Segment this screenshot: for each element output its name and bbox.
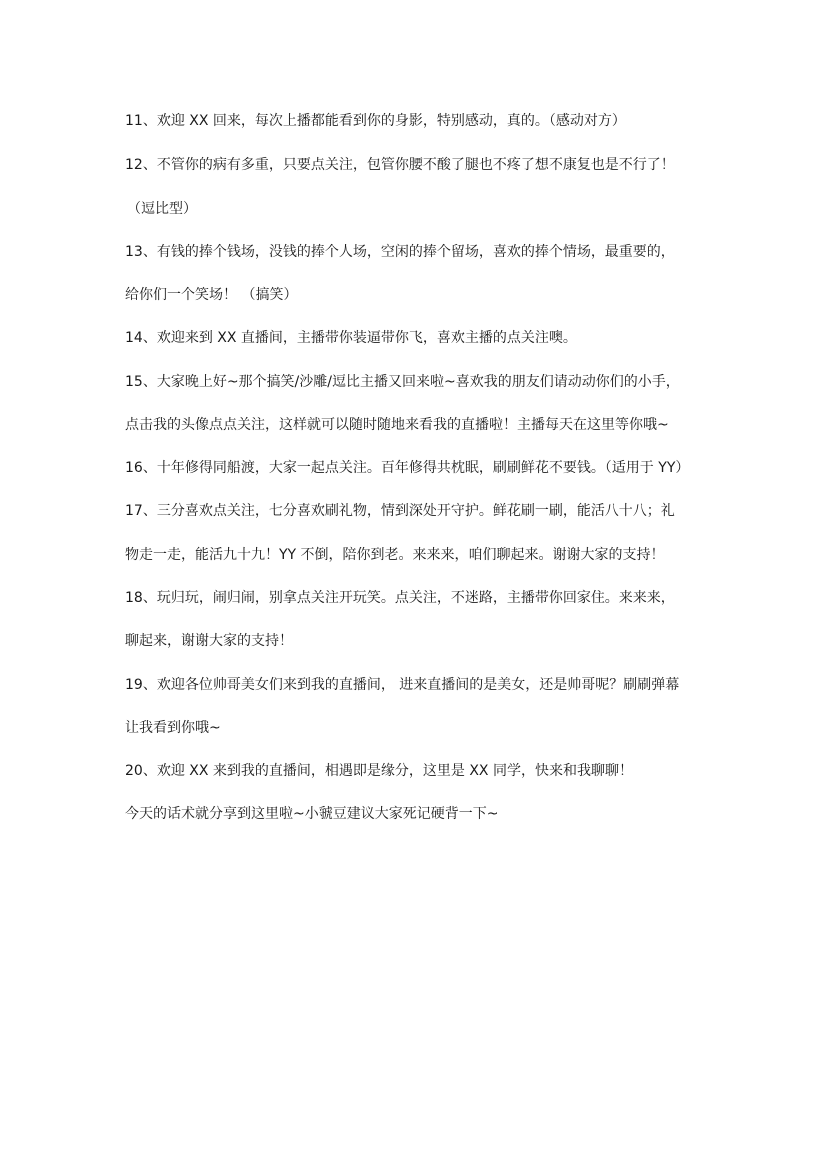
text-line-13-continued: 给你们一个笑场！ （搞笑） [125, 287, 298, 303]
text-line-13: 13、有钱的捧个钱场，没钱的捧个人场，空闲的捧个留场，喜欢的捧个情场，最重要的， [125, 244, 675, 260]
text-line-19-continued: 让我看到你哦~ [125, 720, 221, 736]
text-line-18: 18、玩归玩，闹归闹，别拿点关注开玩笑。点关注，不迷路，主播带你回家住。来来来， [125, 590, 675, 606]
text-line-20: 20、欢迎 XX 来到我的直播间，相遇即是缘分，这里是 XX 同学，快来和我聊聊！ [125, 763, 633, 779]
text-line-17-continued: 物走一走，能活九十九！YY 不倒，陪你到老。来来来，咱们聊起来。谢谢大家的支持！ [125, 547, 665, 563]
text-line-12-continued: （逗比型） [127, 201, 197, 217]
text-line-15-continued: 点击我的头像点点关注，这样就可以随时随地来看我的直播啦！主播每天在这里等你哦~ [125, 417, 669, 433]
text-line-11: 11、欢迎 XX 回来，每次上播都能看到你的身影，特别感动，真的。（感动对方） [125, 113, 626, 129]
text-line-17: 17、三分喜欢点关注，七分喜欢刷礼物，情到深处开守护。鲜花刷一刷，能活八十八；礼 [125, 503, 675, 519]
closing-remark: 今天的话术就分享到这里啦~小虢豆建议大家死记硬背一下~ [125, 806, 499, 822]
text-line-12: 12、不管你的病有多重，只要点关注，包管你腰不酸了腿也不疼了想不康复也是不行了！ [125, 157, 675, 173]
text-line-14: 14、欢迎来到 XX 直播间，主播带你装逼带你飞，喜欢主播的点关注噢。 [125, 330, 577, 346]
text-line-15: 15、大家晚上好~那个搞笑/沙雕/逗比主播又回来啦~喜欢我的朋友们请动动你们的小手， [125, 374, 680, 390]
text-line-18-continued: 聊起来，谢谢大家的支持！ [125, 633, 293, 649]
text-line-16: 16、十年修得同船渡，大家一起点关注。百年修得共枕眠，刷刷鲜花不要钱。（适用于 YY） [125, 460, 690, 476]
text-line-19: 19、欢迎各位帅哥美女们来到我的直播间， 进来直播间的是美女，还是帅哥呢？刷刷弹幕 [125, 677, 680, 693]
